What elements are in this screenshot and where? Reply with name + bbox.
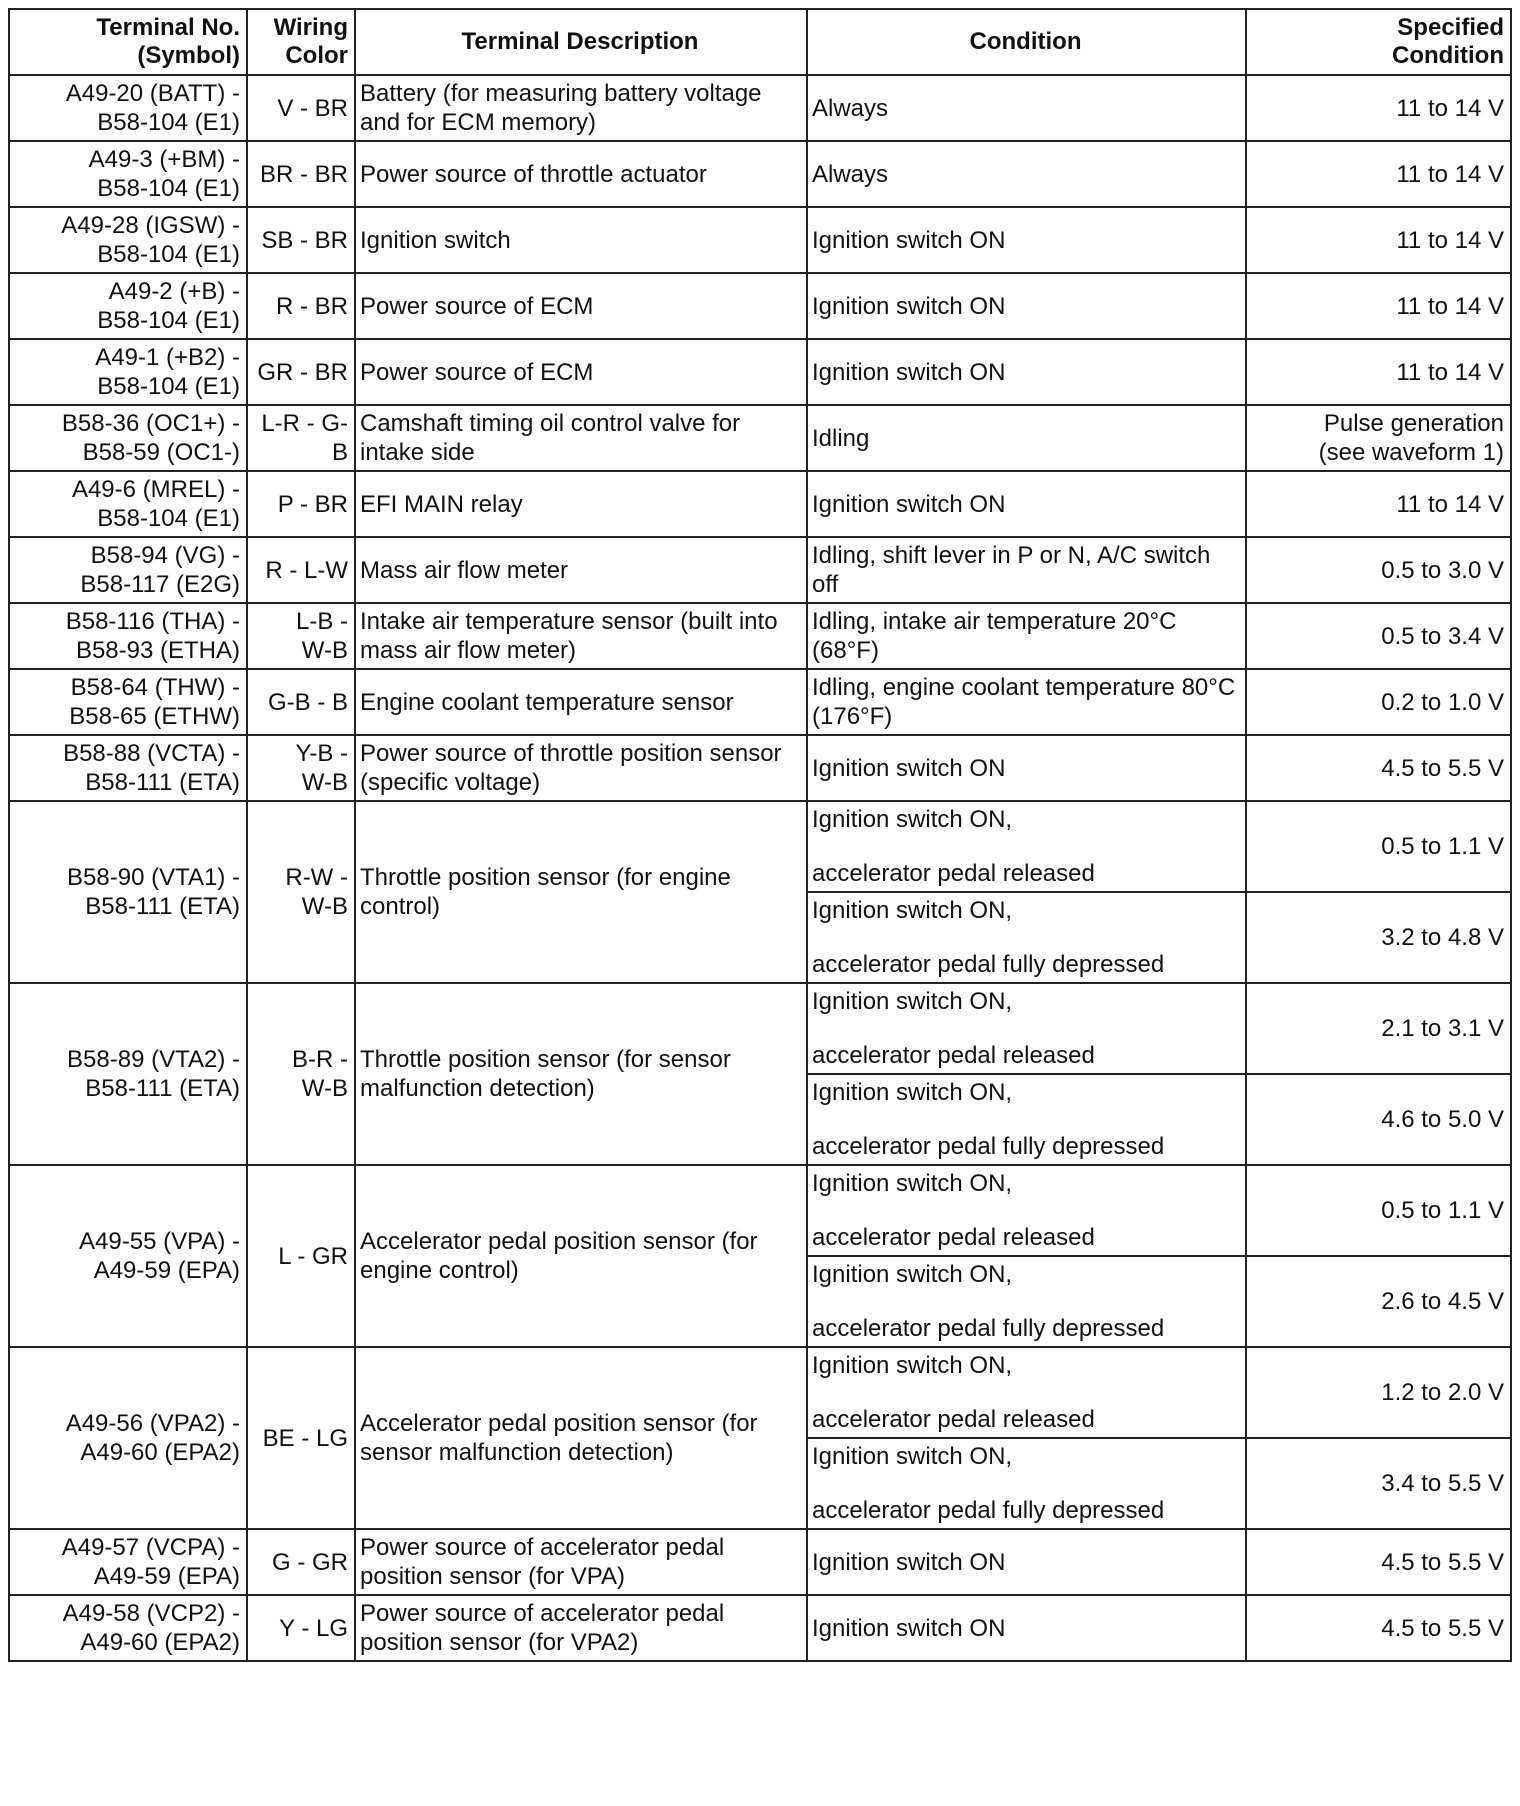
terminal-cell: A49-2 (+B) - B58-104 (E1) <box>9 273 247 339</box>
specified-cell: 0.2 to 1.0 V <box>1246 669 1511 735</box>
wiring-color-cell: R-W - W-B <box>247 801 355 983</box>
condition-cell: Ignition switch ON, accelerator pedal fully depressed <box>807 1074 1246 1165</box>
description-cell: Throttle position sensor (for sensor malfunction detection) <box>355 983 807 1165</box>
table-row <box>9 1347 1511 1438</box>
specified-cell: 0.5 to 3.4 V <box>1246 603 1511 669</box>
table-row <box>9 669 1511 735</box>
wiring-color-cell: SB - BR <box>247 207 355 273</box>
specified-cell: 11 to 14 V <box>1246 207 1511 273</box>
condition-cell: Ignition switch ON <box>807 339 1246 405</box>
terminal-spec-table <box>8 8 1512 1662</box>
description-cell: Power source of throttle position sensor (specific voltage) <box>355 735 807 801</box>
description-cell: Mass air flow meter <box>355 537 807 603</box>
terminal-cell: B58-36 (OC1+) - B58-59 (OC1-) <box>9 405 247 471</box>
wiring-color-cell: R - BR <box>247 273 355 339</box>
condition-cell: Always <box>807 141 1246 207</box>
specified-cell: 1.2 to 2.0 V <box>1246 1347 1511 1438</box>
specified-cell: Pulse generation (see waveform 1) <box>1246 405 1511 471</box>
wiring-color-cell: BR - BR <box>247 141 355 207</box>
description-cell: Engine coolant temperature sensor <box>355 669 807 735</box>
condition-cell: Idling <box>807 405 1246 471</box>
terminal-cell: A49-20 (BATT) - B58-104 (E1) <box>9 75 247 141</box>
terminal-cell: B58-88 (VCTA) - B58-111 (ETA) <box>9 735 247 801</box>
table-row <box>9 1595 1511 1661</box>
description-cell: Intake air temperature sensor (built into mass air flow meter) <box>355 603 807 669</box>
wiring-color-cell: Y - LG <box>247 1595 355 1661</box>
description-cell: Accelerator pedal position sensor (for engine control) <box>355 1165 807 1347</box>
specified-cell: 2.6 to 4.5 V <box>1246 1256 1511 1347</box>
wiring-color-cell: L - GR <box>247 1165 355 1347</box>
wiring-color-cell: GR - BR <box>247 339 355 405</box>
description-cell: EFI MAIN relay <box>355 471 807 537</box>
condition-cell: Ignition switch ON, accelerator pedal released <box>807 1165 1246 1256</box>
specified-cell: 4.6 to 5.0 V <box>1246 1074 1511 1165</box>
terminal-cell: B58-116 (THA) - B58-93 (ETHA) <box>9 603 247 669</box>
terminal-cell: A49-6 (MREL) - B58-104 (E1) <box>9 471 247 537</box>
header-condition: Condition <box>807 9 1246 75</box>
wiring-color-cell: G-B - B <box>247 669 355 735</box>
condition-cell: Ignition switch ON, accelerator pedal fully depressed <box>807 1256 1246 1347</box>
specified-cell: 4.5 to 5.5 V <box>1246 1529 1511 1595</box>
table-row <box>9 339 1511 405</box>
description-cell: Battery (for measuring battery voltage and for ECM memory) <box>355 75 807 141</box>
description-cell: Accelerator pedal position sensor (for sensor malfunction detection) <box>355 1347 807 1529</box>
terminal-cell: B58-89 (VTA2) - B58-111 (ETA) <box>9 983 247 1165</box>
condition-cell: Ignition switch ON <box>807 207 1246 273</box>
table-row <box>9 1165 1511 1256</box>
wiring-color-cell: R - L-W <box>247 537 355 603</box>
specified-cell: 0.5 to 1.1 V <box>1246 1165 1511 1256</box>
condition-cell: Ignition switch ON <box>807 735 1246 801</box>
description-cell: Camshaft timing oil control valve for intake side <box>355 405 807 471</box>
table-row <box>9 983 1511 1074</box>
table-row <box>9 735 1511 801</box>
table-row <box>9 603 1511 669</box>
condition-cell: Idling, engine coolant temperature 80°C (176°F) <box>807 669 1246 735</box>
specified-cell: 0.5 to 3.0 V <box>1246 537 1511 603</box>
description-cell: Ignition switch <box>355 207 807 273</box>
wiring-color-cell: BE - LG <box>247 1347 355 1529</box>
specified-cell: 4.5 to 5.5 V <box>1246 1595 1511 1661</box>
description-cell: Power source of ECM <box>355 273 807 339</box>
condition-cell: Ignition switch ON <box>807 471 1246 537</box>
wiring-color-cell: B-R - W-B <box>247 983 355 1165</box>
terminal-cell: A49-3 (+BM) - B58-104 (E1) <box>9 141 247 207</box>
specified-cell: 4.5 to 5.5 V <box>1246 735 1511 801</box>
terminal-cell: A49-55 (VPA) - A49-59 (EPA) <box>9 1165 247 1347</box>
header-wiring-color: Wiring Color <box>247 9 355 75</box>
specified-cell: 0.5 to 1.1 V <box>1246 801 1511 892</box>
terminal-cell: B58-94 (VG) - B58-117 (E2G) <box>9 537 247 603</box>
specified-cell: 11 to 14 V <box>1246 471 1511 537</box>
table-row <box>9 471 1511 537</box>
condition-cell: Ignition switch ON, accelerator pedal fully depressed <box>807 892 1246 983</box>
terminal-cell: A49-28 (IGSW) - B58-104 (E1) <box>9 207 247 273</box>
wiring-color-cell: G - GR <box>247 1529 355 1595</box>
condition-cell: Idling, intake air temperature 20°C (68°F) <box>807 603 1246 669</box>
terminal-cell: B58-90 (VTA1) - B58-111 (ETA) <box>9 801 247 983</box>
specified-cell: 11 to 14 V <box>1246 75 1511 141</box>
table-row <box>9 405 1511 471</box>
wiring-color-cell: P - BR <box>247 471 355 537</box>
specified-cell: 11 to 14 V <box>1246 141 1511 207</box>
table-row <box>9 207 1511 273</box>
condition-cell: Ignition switch ON, accelerator pedal released <box>807 801 1246 892</box>
specified-cell: 3.4 to 5.5 V <box>1246 1438 1511 1529</box>
header-terminal: Terminal No. (Symbol) <box>9 9 247 75</box>
table-row <box>9 141 1511 207</box>
specified-cell: 11 to 14 V <box>1246 273 1511 339</box>
description-cell: Power source of ECM <box>355 339 807 405</box>
terminal-cell: A49-1 (+B2) - B58-104 (E1) <box>9 339 247 405</box>
terminal-cell: A49-58 (VCP2) - A49-60 (EPA2) <box>9 1595 247 1661</box>
specified-cell: 11 to 14 V <box>1246 339 1511 405</box>
condition-cell: Ignition switch ON, accelerator pedal fully depressed <box>807 1438 1246 1529</box>
condition-cell: Always <box>807 75 1246 141</box>
specified-cell: 3.2 to 4.8 V <box>1246 892 1511 983</box>
table-row <box>9 537 1511 603</box>
description-cell: Power source of accelerator pedal position sensor (for VPA2) <box>355 1595 807 1661</box>
wiring-color-cell: L-B - W-B <box>247 603 355 669</box>
header-specified: Specified Condition <box>1246 9 1511 75</box>
description-cell: Throttle position sensor (for engine control) <box>355 801 807 983</box>
condition-cell: Idling, shift lever in P or N, A/C switch off <box>807 537 1246 603</box>
description-cell: Power source of throttle actuator <box>355 141 807 207</box>
condition-cell: Ignition switch ON <box>807 1529 1246 1595</box>
header-row <box>9 9 1511 75</box>
terminal-cell: B58-64 (THW) - B58-65 (ETHW) <box>9 669 247 735</box>
table-body <box>9 75 1511 1661</box>
condition-cell: Ignition switch ON <box>807 273 1246 339</box>
specified-cell: 2.1 to 3.1 V <box>1246 983 1511 1074</box>
description-cell: Power source of accelerator pedal position sensor (for VPA) <box>355 1529 807 1595</box>
wiring-color-cell: Y-B - W-B <box>247 735 355 801</box>
table-row <box>9 75 1511 141</box>
table-row <box>9 1529 1511 1595</box>
condition-cell: Ignition switch ON, accelerator pedal released <box>807 1347 1246 1438</box>
table-row <box>9 273 1511 339</box>
terminal-cell: A49-56 (VPA2) - A49-60 (EPA2) <box>9 1347 247 1529</box>
table-row <box>9 801 1511 892</box>
condition-cell: Ignition switch ON <box>807 1595 1246 1661</box>
wiring-color-cell: L-R - G-B <box>247 405 355 471</box>
wiring-color-cell: V - BR <box>247 75 355 141</box>
terminal-cell: A49-57 (VCPA) - A49-59 (EPA) <box>9 1529 247 1595</box>
terminal-spec-page <box>8 8 1510 1800</box>
condition-cell: Ignition switch ON, accelerator pedal released <box>807 983 1246 1074</box>
header-description: Terminal Description <box>355 9 807 75</box>
